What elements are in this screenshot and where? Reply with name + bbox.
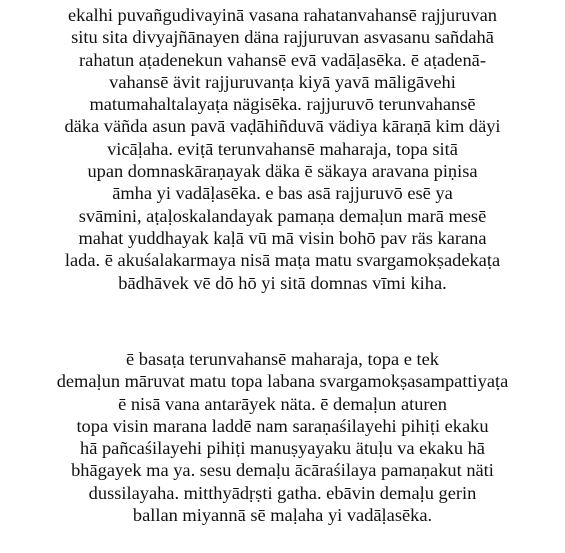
paragraph-2 [0,348,565,526]
text-line: däka väñda asun pavā vaḍāhiñduvā vädiya kāraṇā kim däyi [64,116,501,137]
text-line: upan domnaskāraṇayak däka ē säkaya aravana piṇisa [87,161,478,182]
text-line: topa visin marana laddē nam saraṇaśilayehi pihiṭi ekaku [76,415,489,436]
text-line: dussilayaha. mitthyādṛṣti gatha. ebāvin demaḷu gerin [88,482,477,503]
text-line: situ sita divyajñānayen däna rajjuruvan asvasanu sañdahā [71,27,494,48]
text-line: bādhāvek vē dō hō yi sitā domnas vīmi kiha. [118,272,447,293]
text-line: hā pañcaśilayehi pihiṭi manuṣyayaku ätuḷu va ekaku hā [80,438,485,459]
text-line: ē basaṭa terunvahansē maharaja, topa e tek [126,349,439,369]
text-line: lada. ē akuśalakarmaya nisā maṭa matu svargamokṣadekaṭa [64,250,501,271]
text-line: mahat yuddhayak kaḷā vū mā visin bohō pav räs karana [78,227,487,248]
text-line: ballan miyannā sē maḷaha yi vadāḷasēka. [132,505,433,526]
text-line: vicāḷaha. eviṭā terunvahansē maharaja, topa sitā [107,138,458,159]
text-line: vahansē ävit rajjuruvanṭa kiyā yavā māligāvehi [109,71,456,92]
text-line: ē nisā vana antarāyek näta. ē demaḷun aturen [118,393,447,414]
text-line: āmha yi vadāḷasēka. e bas asā rajjuruvō esē ya [112,183,453,204]
text-line: rahatun aṭadenekun vahansē evā vadāḷasēka. ē aṭadenā- [79,49,486,70]
text-line: svāmini, aṭaḷoskalandayak pamaṇa demaḷun marā mesē [78,205,487,226]
text-line: matumahaltalayaṭa nägisēka. rajjuruvō terunvahansē [89,94,476,115]
text-line: demaḷun māruvat matu topa labana svargamokṣasampattiyaṭa [56,371,509,392]
paragraph-1 [0,4,565,294]
text-line: bhāgayek ma ya. sesu demaḷu ācāraśilaya pamaṇakut näti [71,460,494,481]
text-line: ekalhi puvañgudivayinā vasana rahatanvahansē rajjuruvan [68,5,497,25]
